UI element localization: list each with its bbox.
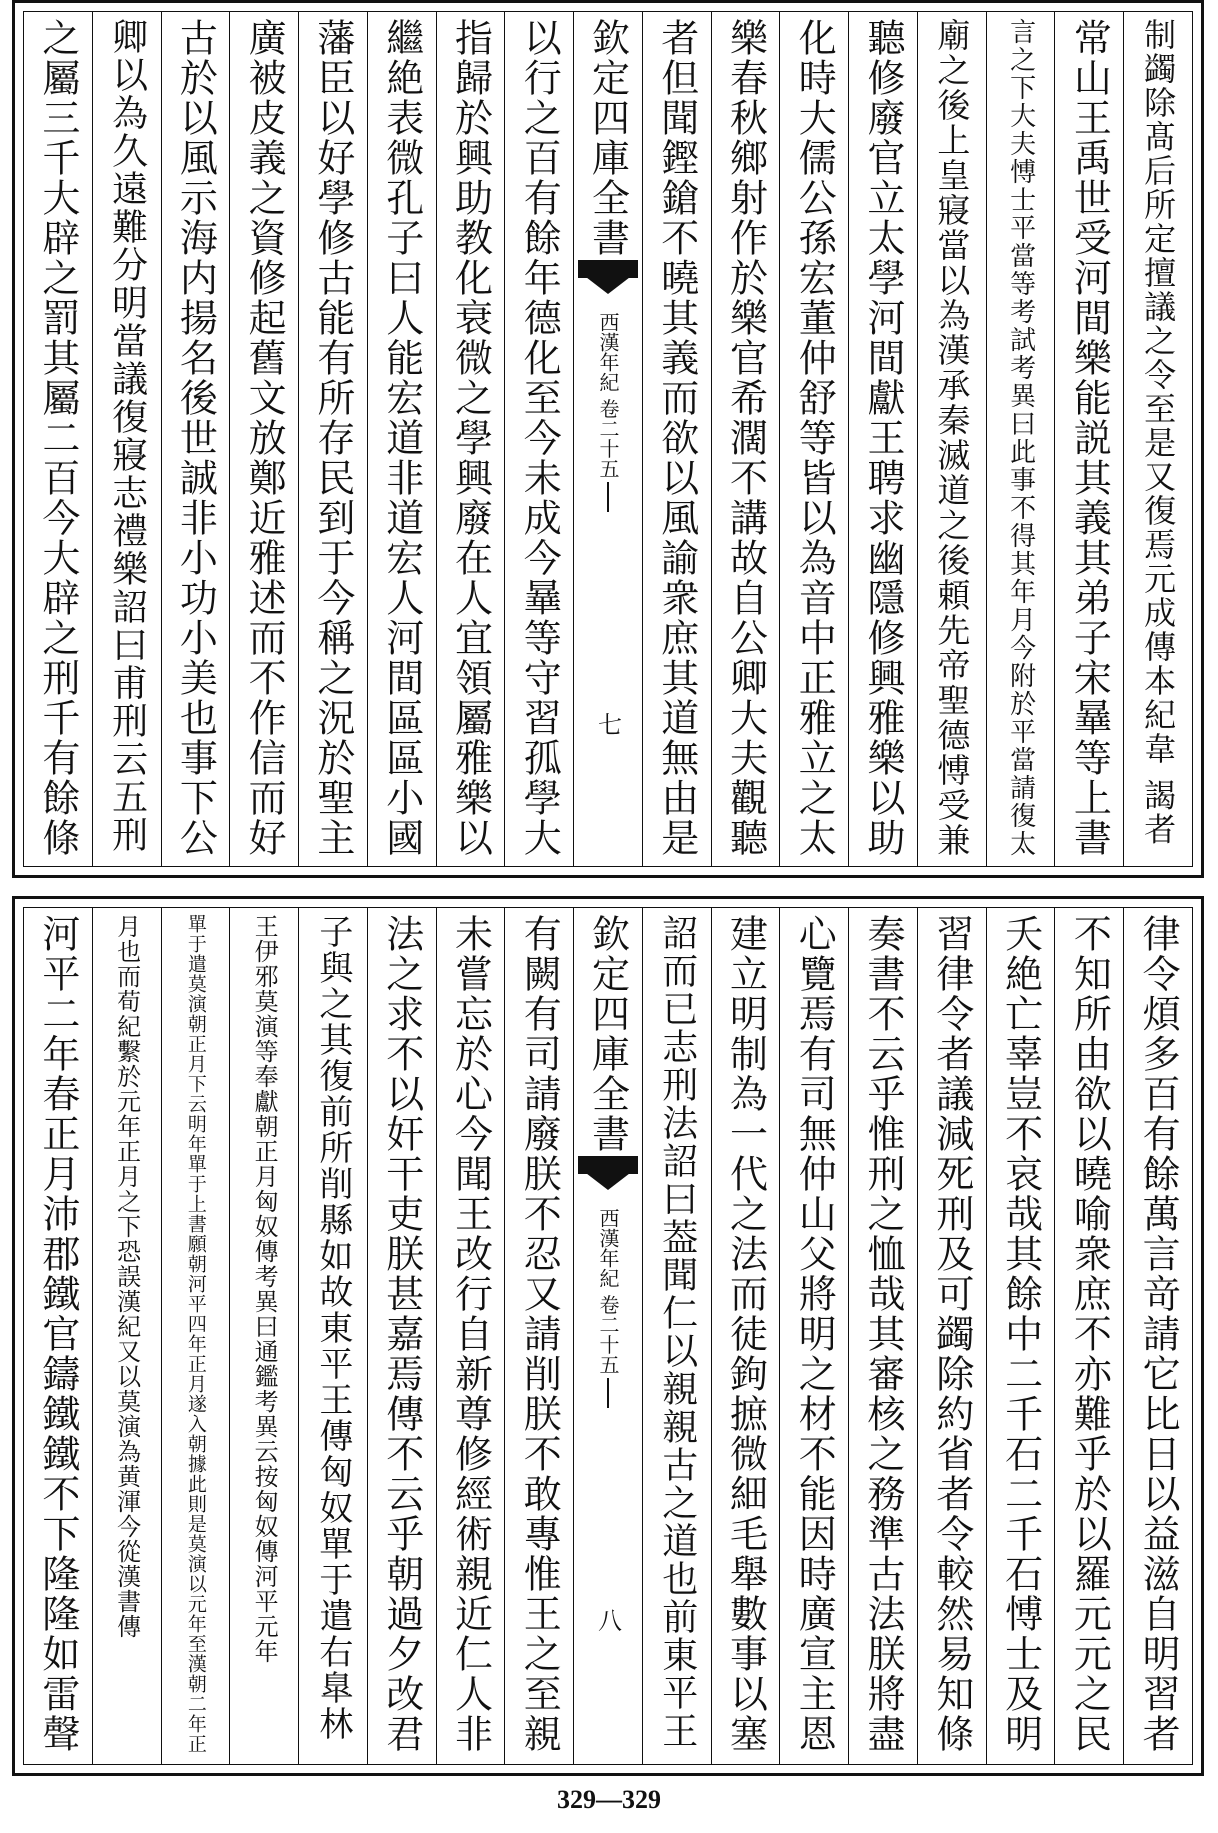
column-text: 指歸於興助教化衰微之學興廢在人宜領屬雅樂以: [448, 18, 493, 858]
text-column: [1123, 908, 1192, 1764]
column-text: 建立明制為一代之法而徒鉤摭微細毛舉數事以塞: [723, 914, 768, 1754]
column-text: 未嘗忘於心今聞王改行自新尊修經術親近仁人非: [448, 914, 493, 1754]
column-text: 習律令者議減死刑及可蠲除約省者令較然易知條: [929, 914, 974, 1754]
text-column: [92, 908, 161, 1764]
text-column: [436, 908, 505, 1764]
column-text: 之屬三千大辟之罰其屬二百今大辟之刑千有餘條: [35, 18, 80, 858]
text-column: [161, 908, 230, 1764]
column-text: 子與之其復前所削縣如故東平王傳匈奴單于遣右臯林: [312, 914, 353, 1742]
center-fold-column: [573, 908, 642, 1764]
column-text: 律令煩多百有餘萬言竒請它比日以益滋自明習者: [1136, 914, 1181, 1754]
column-text: 以行之百有餘年德化至今未成今曅等守習孤學大: [517, 18, 562, 858]
text-column: [504, 12, 573, 866]
text-column: [161, 12, 230, 866]
text-column: [779, 908, 848, 1764]
column-text: 繼絶表微孔子曰人能宏道非道宏人河間區區小國: [379, 18, 424, 858]
text-column: [24, 12, 92, 866]
text-column: [298, 908, 367, 1764]
chapter-label: 西漢年紀 卷二十五: [595, 1208, 620, 1375]
column-text: 王伊邪莫演等奉獻朝正月匈奴傳考異曰通鑑考異云按匈奴傳河平元年: [250, 914, 279, 1664]
page-number: 八: [593, 1608, 622, 1632]
column-text: 樂春秋鄉射作於樂官希濶不講故自公卿大夫觀聽: [723, 18, 768, 858]
text-column: [642, 12, 711, 866]
text-column: [229, 908, 298, 1764]
text-column: [504, 908, 573, 1764]
column-text: 法之求不以奸干吏朕甚嘉焉傳不云乎朝過夕改君: [379, 914, 424, 1754]
bottom-page-frame: [23, 907, 1193, 1765]
column-text: 聽修廢官立太學河間獻王聘求幽隱修興雅樂以助: [861, 18, 906, 858]
column-text: 心覽焉有司無仲山父將明之材不能因時廣宣主恩: [792, 914, 837, 1754]
column-text: 言之下大夫愽士平當等考試考異曰此事不得其年月今附於平當請復太: [1005, 18, 1036, 858]
text-column: [1123, 12, 1192, 866]
column-text: 夭絶亡辜豈不哀哉其餘中二千石二千石愽士及明: [998, 914, 1043, 1754]
book-title: 欽定四庫全書: [585, 914, 630, 1154]
text-column: [848, 12, 917, 866]
text-column: [298, 12, 367, 866]
column-text: 古於以風示海内揚名後世誠非小功小美也事下公: [173, 18, 218, 858]
top-page: [12, 0, 1204, 878]
fishtail-mark: [578, 260, 638, 300]
bottom-columns: [24, 908, 1192, 1764]
top-columns: [24, 12, 1192, 866]
text-column: [1054, 12, 1123, 866]
column-text: 藩臣以好學修古能有所存民到于今稱之況於聖主: [310, 18, 355, 858]
column-text: 不知所由欲以曉喻衆庶不亦難乎於以羅元元之民: [1067, 914, 1112, 1754]
text-column: [367, 908, 436, 1764]
page-range-footer: 329—329: [557, 1785, 661, 1814]
text-column: [229, 12, 298, 866]
column-text: 卿以為久遠難分明當議復寢志禮樂詔曰甫刑云五刑: [106, 18, 148, 854]
center-fold-column: [573, 12, 642, 866]
column-text: 制蠲除髙后所定擅議之令至是又復焉元成傳本紀韋 謁者: [1139, 18, 1178, 847]
column-text: 廟之後上皇寢當以為漢承秦滅道之後頼先帝聖德愽受兼: [932, 18, 972, 858]
column-text: 廣被皮義之資修起舊文放鄭近雅述而不作信而好: [242, 18, 287, 858]
text-column: [917, 12, 986, 866]
page-number: 七: [593, 712, 622, 736]
column-text: 詔而已志刑法詔曰葢聞仁以親親古之道也前東平王: [656, 914, 698, 1750]
text-column: [436, 12, 505, 866]
text-column: [848, 908, 917, 1764]
column-text: 奏書不云乎惟刑之恤哉其審核之務準古法朕將盡: [861, 914, 906, 1754]
book-title: 欽定四庫全書: [585, 18, 630, 258]
text-column: [367, 12, 436, 866]
text-column: [986, 12, 1055, 866]
column-text: 常山王禹世受河間樂能説其義其弟子宋曅等上書: [1067, 18, 1112, 858]
text-column: [92, 12, 161, 866]
column-text: 者但聞鏗鎗不曉其義而欲以風諭衆庶其道無由是: [654, 18, 699, 858]
chapter-label: 西漢年紀 卷二十五: [595, 312, 620, 479]
text-column: [779, 12, 848, 866]
text-column: [986, 908, 1055, 1764]
text-column: [1054, 908, 1123, 1764]
column-text: 有闕有司請廢朕不忍又請削朕不敢專惟王之至親: [517, 914, 562, 1754]
column-text: 河平二年春正月沛郡鐵官鑄鐵鐵不下隆隆如雷聲: [35, 914, 80, 1754]
bottom-page: [12, 896, 1204, 1776]
top-page-frame: [23, 11, 1193, 867]
text-column: [711, 12, 780, 866]
text-column: [642, 908, 711, 1764]
text-column: [24, 908, 92, 1764]
text-column: [917, 908, 986, 1764]
fishtail-mark: [578, 1156, 638, 1196]
text-column: [711, 908, 780, 1764]
column-text: 月也而荀紀繫於元年正月之下恐誤漢紀又以莫演為黄渾今從漢書傳: [112, 914, 141, 1639]
column-text: 化時大儒公孫宏董仲舒等皆以為音中正雅立之太: [792, 18, 837, 858]
column-text: 單于遣莫演朝正月下云明年單于上書願朝河平四年正月遂入朝據此則是莫演以元年至漢朝二年正: [184, 914, 207, 1754]
